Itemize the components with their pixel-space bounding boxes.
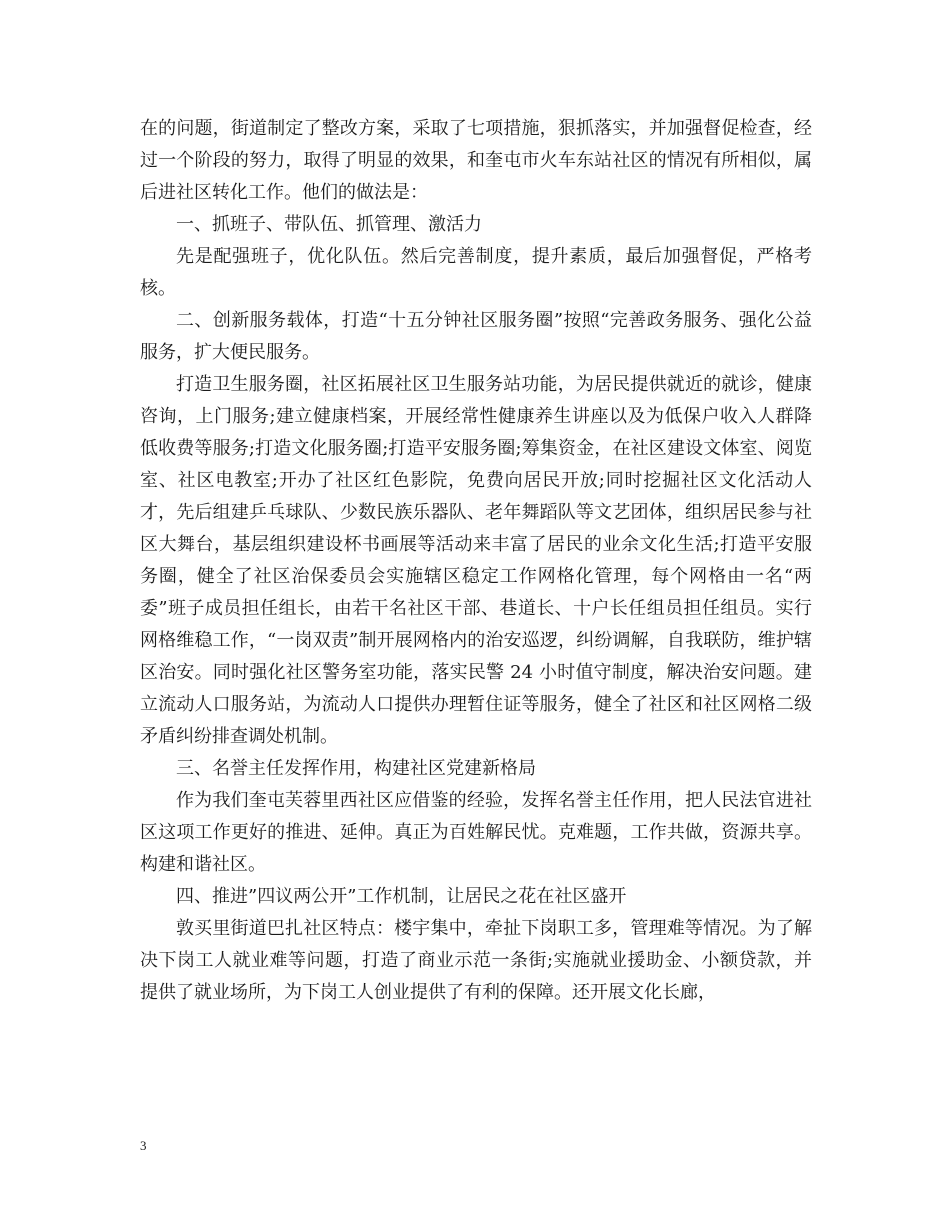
paragraph-4: 敦买里街道巴扎社区特点：楼宇集中，牵扯下岗职工多，管理难等情况。为了解决下岗工人就业难等问题，打造了商业示范一条街;实施就业援助金、小额贷款，并提供了就业场所，为下岗工人创业提供了有利的保障。还开展文化长廊， (140, 918, 812, 1003)
section-heading-3: 三、名誉主任发挥作用，构建社区党建新格局 (176, 758, 536, 779)
paragraph-1: 先是配强班子，优化队伍。然后完善制度，提升素质，最后加强督促，严格考核。 (140, 246, 812, 299)
section-heading-1: 一、抓班子、带队伍、抓管理、激活力 (176, 214, 482, 235)
paragraph-3: 作为我们奎屯芙蓉里西社区应借鉴的经验，发挥名誉主任作用，把人民法官进社区这项工作更好的推进、延伸。真正为百姓解民忧。克难题，工作共做，资源共享。构建和谐社区。 (140, 790, 812, 875)
page-number: 3 (140, 1138, 147, 1153)
paragraph-2: 打造卫生服务圈，社区拓展社区卫生服务站功能，为居民提供就近的就诊，健康咨询，上门服务;建立健康档案，开展经常性健康养生讲座以及为低保户收入人群降低收费等服务;打造文化服务圈;打造平安服务圈;筹集资金，在社区建设文体室、阅览室、社区电教室;开办了社区红色影院，免费向居民开放;同时挖掘社区文化活动人才，先后组建乒乓球队、少数民族乐器队、老年舞蹈队等文艺团体，组织居民参与社区大舞台，基层组织建设杯书画展等活动来丰富了居民的业余文化生活;打造平安服务圈，健全了社区治保委员会实施辖区稳定工作网格化管理，每个网格由一名“两委”班子成员担任组长，由若干名社区干部、巷道长、十户长任组员担任组员。实行网格维稳工作，“一岗双责”制开展网格内的治安巡逻，纠纷调解，自我联防，维护辖区治安。同时强化社区警务室功能，落实民警 24 小时值守制度，解决治安问题。建立流动人口服务站，为流动人口提供办理暂住证等服务，健全了社区和社区网格二级矛盾纠纷排查调处机制。 (140, 374, 812, 747)
paragraph-continuation: 在的问题，街道制定了整改方案，采取了七项措施，狠抓落实，并加强督促检查，经过一个阶段的努力，取得了明显的效果，和奎屯市火车东站社区的情况有所相似，属后进社区转化工作。他们的做法是： (140, 118, 812, 203)
section-heading-4: 四、推进”四议两公开”工作机制，让居民之花在社区盛开 (176, 886, 627, 907)
document-body (140, 113, 812, 1009)
section-heading-2: 二、创新服务载体，打造“十五分钟社区服务圈”按照“完善政务服务、强化公益服务，扩大便民服务。 (140, 310, 812, 363)
